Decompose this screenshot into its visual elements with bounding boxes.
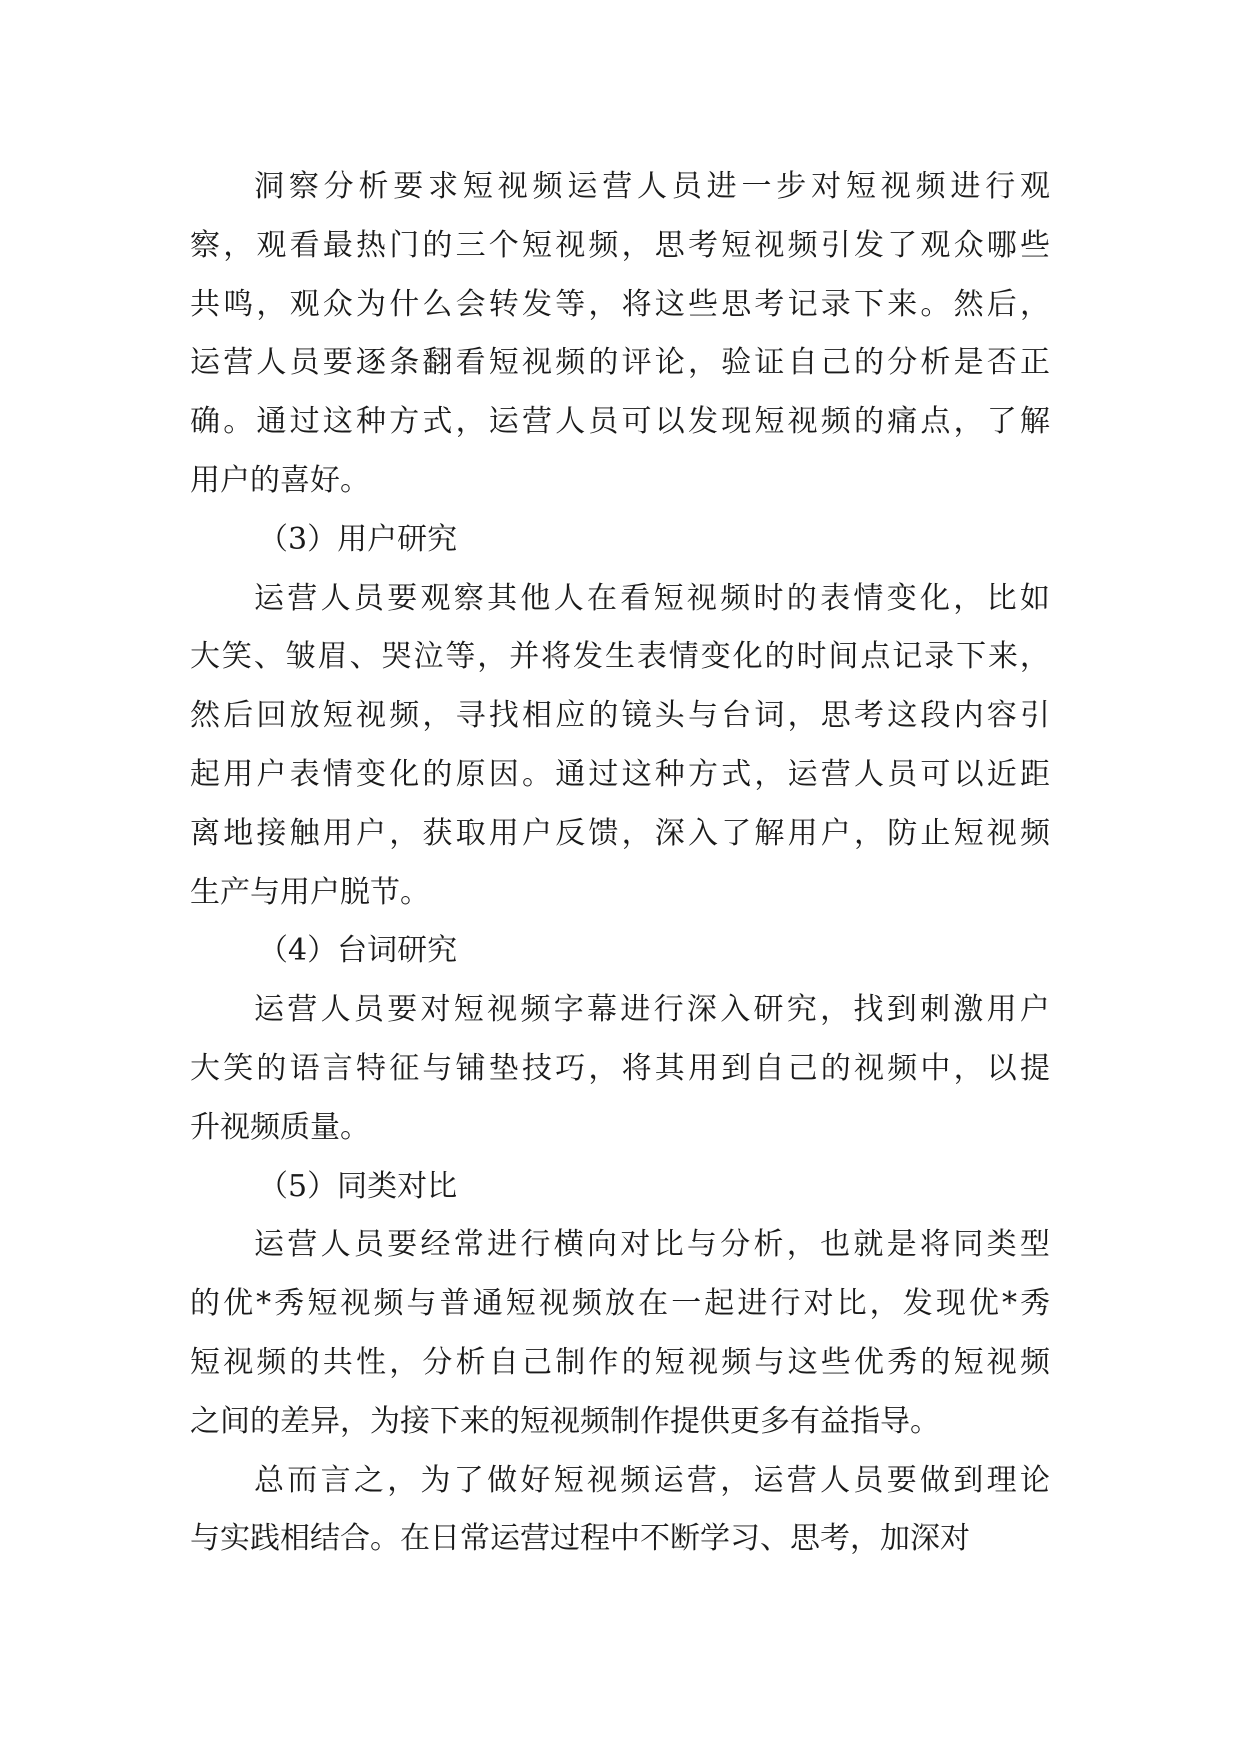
text-line	[190, 158, 1055, 217]
text-line	[190, 393, 1054, 452]
text-line	[190, 217, 1054, 276]
text-line-content: 升视频质量。	[190, 1109, 370, 1145]
section-heading	[190, 922, 1050, 981]
text-line	[190, 687, 1054, 746]
text-line	[190, 805, 1054, 864]
text-line-content: 然后回放短视频，寻找相应的镜头与台词，思考这段内容引	[190, 698, 1054, 734]
text-line-content: 运营人员要对短视频字幕进行深入研究，找到刺激用户	[254, 992, 1054, 1028]
text-line-content: 大笑、皱眉、哭泣等，并将发生表情变化的时间点记录下来，	[190, 639, 1052, 675]
section-heading	[190, 511, 1050, 570]
text-line-content: 起用户表情变化的原因。通过这种方式，运营人员可以近距	[190, 756, 1054, 792]
text-line	[190, 746, 1054, 805]
text-line	[190, 276, 1054, 335]
text-line	[190, 1452, 1054, 1511]
text-line-content: 之间的差异，为接下来的短视频制作提供更多有益指导。	[190, 1403, 940, 1439]
text-line	[190, 1040, 1054, 1099]
text-line-content: 离地接触用户，获取用户反馈，深入了解用户，防止短视频	[190, 815, 1054, 851]
text-line-content: 生产与用户脱节。	[190, 874, 430, 910]
text-line	[190, 1334, 1054, 1393]
text-line	[190, 570, 1054, 629]
text-line-content: 运营人员要逐条翻看短视频的评论，验证自己的分析是否正	[190, 345, 1054, 381]
text-line	[190, 334, 1054, 393]
text-line-content: 运营人员要观察其他人在看短视频时的表情变化，比如	[254, 580, 1054, 616]
section-heading-text: （3）用户研究	[258, 521, 458, 557]
body-text	[190, 158, 1055, 1569]
text-line-content: 察，观看最热门的三个短视频，思考短视频引发了观众哪些	[190, 227, 1054, 263]
text-line	[190, 864, 1050, 923]
text-line-content: 共鸣，观众为什么会转发等，将这些思考记录下来。然后，	[190, 286, 1054, 322]
text-line-content: 大笑的语言特征与铺垫技巧，将其用到自己的视频中，以提	[190, 1050, 1054, 1086]
text-line	[190, 981, 1054, 1040]
text-line-content: 与实践相结合。在日常运营过程中不断学习、思考，加深对	[190, 1521, 970, 1557]
text-line	[190, 1216, 1054, 1275]
text-line	[190, 628, 1050, 687]
text-line-content: 短视频的共性，分析自己制作的短视频与这些优秀的短视频	[190, 1344, 1054, 1380]
section-heading-text: （5）同类对比	[258, 1168, 458, 1204]
section-heading-text: （4）台词研究	[258, 933, 458, 969]
text-line	[190, 452, 1050, 511]
text-line	[190, 1393, 1050, 1452]
section-heading	[190, 1158, 1050, 1217]
text-line-content: 的优*秀短视频与普通短视频放在一起进行对比，发现优*秀	[190, 1286, 1054, 1322]
text-line-content: 总而言之，为了做好短视频运营，运营人员要做到理论	[254, 1462, 1054, 1498]
text-line	[190, 1099, 1050, 1158]
text-line-content: 运营人员要经常进行横向对比与分析，也就是将同类型	[254, 1227, 1054, 1263]
text-line	[190, 1510, 1050, 1569]
text-line-content: 洞察分析要求短视频运营人员进一步对短视频进行观	[254, 169, 1055, 204]
text-line	[190, 1275, 1054, 1334]
text-line-content: 用户的喜好。	[190, 462, 370, 498]
text-line-content: 确。通过这种方式，运营人员可以发现短视频的痛点，了解	[190, 404, 1054, 440]
